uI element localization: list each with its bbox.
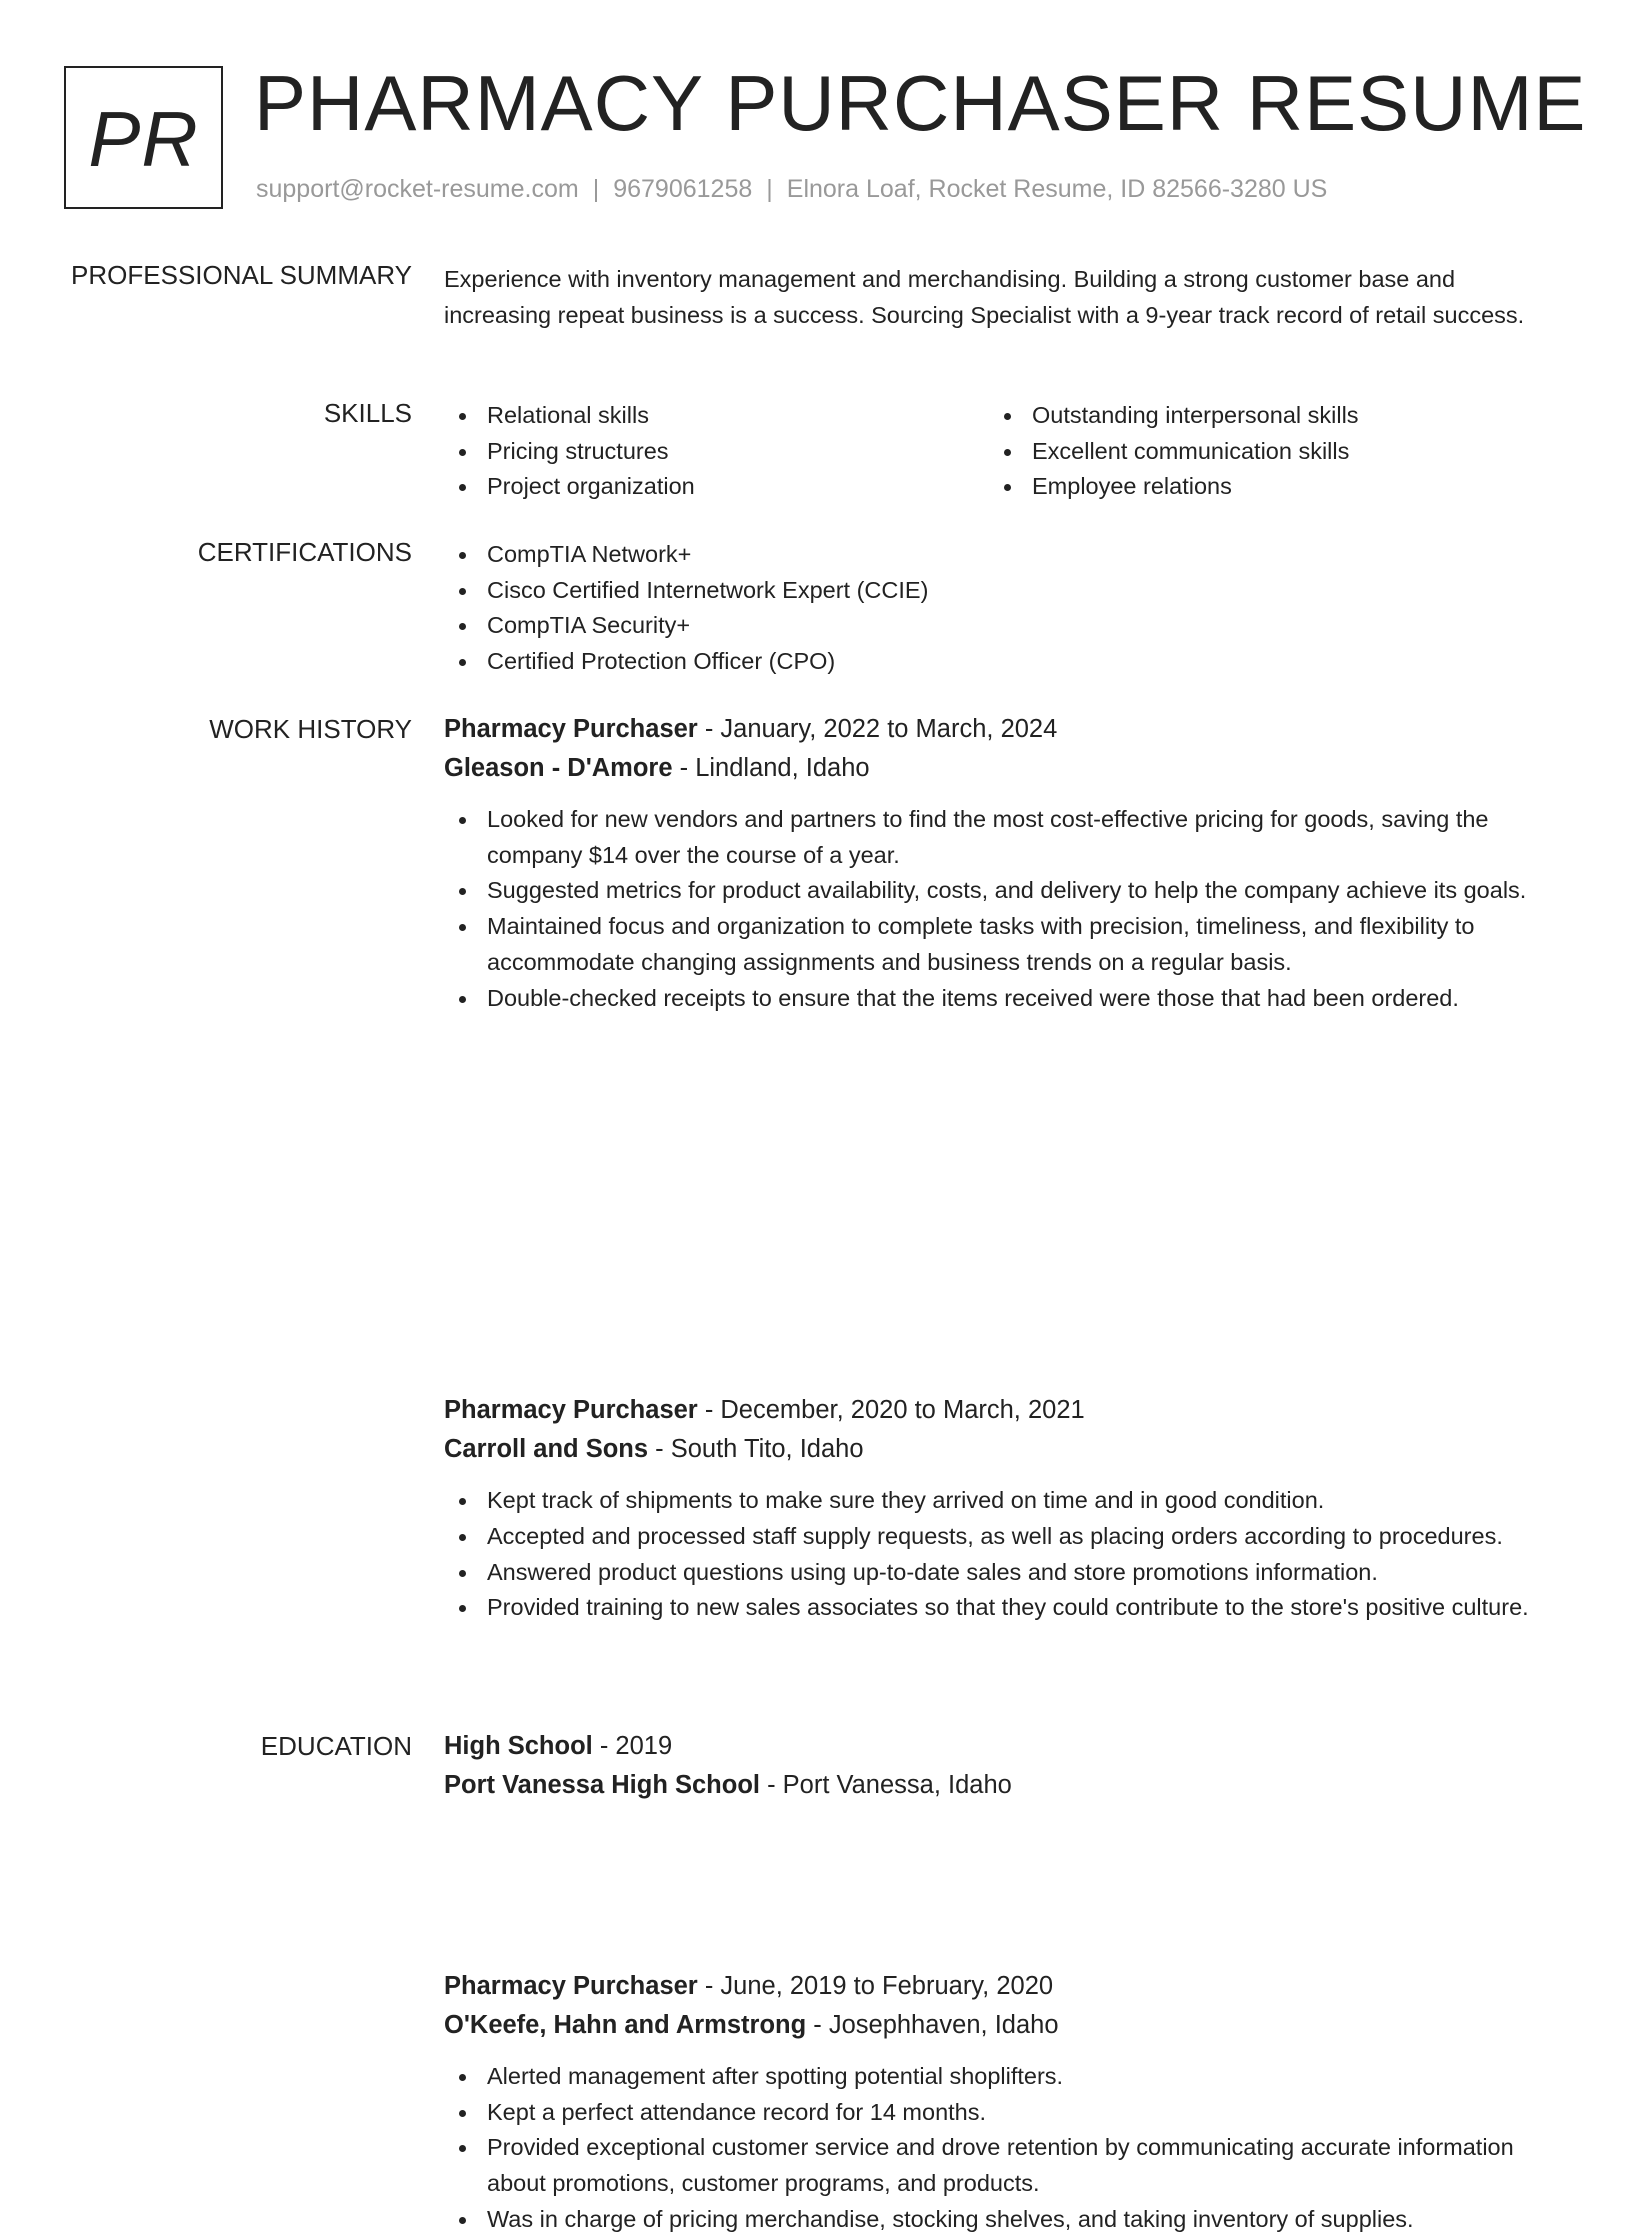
job-location: - Lindland, Idaho [672,754,870,782]
job-duties-list [444,1483,1560,1626]
job-title: Pharmacy Purchaser [444,1396,698,1425]
job-duty: Alerted management after spotting potential shoplifters. [444,2059,1560,2095]
job-entry [444,1967,1560,2238]
skills-list-right [989,398,1534,505]
job-title-line [444,710,1560,749]
job-duties-list [444,2059,1560,2238]
certification-item: Cisco Certified Internetwork Expert (CCIE) [444,573,1560,609]
job-entry [444,710,1560,1016]
work-history-heading: WORK HISTORY [209,714,412,744]
job-entry [444,1391,1560,1626]
education-year: - 2019 [592,1732,673,1760]
education-heading: EDUCATION [260,1731,412,1761]
resume-title: PHARMACY PURCHASER RESUME [254,59,1587,147]
job-duty: Suggested metrics for product availability, costs, and delivery to help the company achieve its goals. [444,873,1560,909]
education-entry [444,1727,1560,1805]
job-duty: Double-checked receipts to ensure that the items received were those that had been ordered. [444,981,1560,1017]
skill-item: Excellent communication skills [989,434,1534,470]
job-duty: Accepted and processed staff supply requests, as well as placing orders according to procedures. [444,1519,1560,1555]
job-dates: - June, 2019 to February, 2020 [697,1972,1054,2001]
skill-item: Employee relations [989,469,1534,505]
job-location: - Josephhaven, Idaho [806,2011,1059,2040]
job-duty: Was in charge of pricing merchandise, stocking shelves, and taking inventory of supplies. [444,2202,1560,2238]
job-title: Pharmacy Purchaser [444,715,698,743]
certification-item: CompTIA Network+ [444,537,1560,573]
education-degree-line [444,1727,1560,1766]
job-company: Carroll and Sons [444,1435,649,1464]
job-duty: Answered product questions using up-to-date sales and store promotions information. [444,1555,1560,1591]
job-duty: Provided training to new sales associates so that they could contribute to the store's positive culture. [444,1590,1560,1626]
job-title-line [444,1391,1560,1430]
job-title: Pharmacy Purchaser [444,1972,698,2001]
job-dates: - December, 2020 to March, 2021 [697,1396,1085,1425]
summary-text: Experience with inventory management and merchandising. Building a strong customer base and increasing repeat business is a success. Sourcing Specialist with a 9-year track record of retail success. [444,266,1525,328]
monogram-logo: PR [64,66,223,209]
job-company-line [444,2006,1560,2045]
contact-separator: | [766,175,773,203]
skills-heading: SKILLS [323,398,412,428]
job-company: O'Keefe, Hahn and Armstrong [444,2011,807,2040]
skill-item: Project organization [444,469,989,505]
job-duties-list [444,802,1560,1016]
contact-email: support@rocket-resume.com [256,175,579,203]
education-location: - Port Vanessa, Idaho [760,1771,1012,1799]
skill-item: Pricing structures [444,434,989,470]
contact-line [256,175,1327,204]
skills-list-left [444,398,989,505]
skill-item: Outstanding interpersonal skills [989,398,1534,434]
certification-item: Certified Protection Officer (CPO) [444,644,1560,680]
skill-item: Relational skills [444,398,989,434]
certification-item: CompTIA Security+ [444,608,1560,644]
job-duty: Kept track of shipments to make sure they arrived on time and in good condition. [444,1483,1560,1519]
job-title-line [444,1967,1560,2006]
education-school-line [444,1766,1560,1805]
job-company-line [444,749,1560,788]
job-location: - South Tito, Idaho [648,1435,864,1464]
job-duty: Kept a perfect attendance record for 14 months. [444,2095,1560,2131]
summary-heading: PROFESSIONAL SUMMARY [71,260,412,290]
job-duty: Maintained focus and organization to complete tasks with precision, timeliness, and flexibility to accommodate changing assignments and business trends on a regular basis. [444,909,1560,980]
contact-phone: 9679061258 [613,175,753,203]
certifications-heading: CERTIFICATIONS [197,537,412,567]
job-company-line [444,1430,1560,1469]
job-company: Gleason - D'Amore [444,754,673,782]
contact-separator: | [592,175,600,203]
job-duty: Looked for new vendors and partners to find the most cost-effective pricing for goods, saving the company $14 over the course of a year. [444,802,1560,873]
education-degree: High School [444,1732,593,1760]
contact-address: Elnora Loaf, Rocket Resume, ID 82566-3280 US [786,175,1328,203]
job-duty: Provided exceptional customer service and drove retention by communicating accurate information about promotions, customer programs, and products. [444,2130,1560,2201]
education-school: Port Vanessa High School [444,1771,760,1799]
certifications-list [444,537,1560,680]
job-dates: - January, 2022 to March, 2024 [697,715,1058,743]
